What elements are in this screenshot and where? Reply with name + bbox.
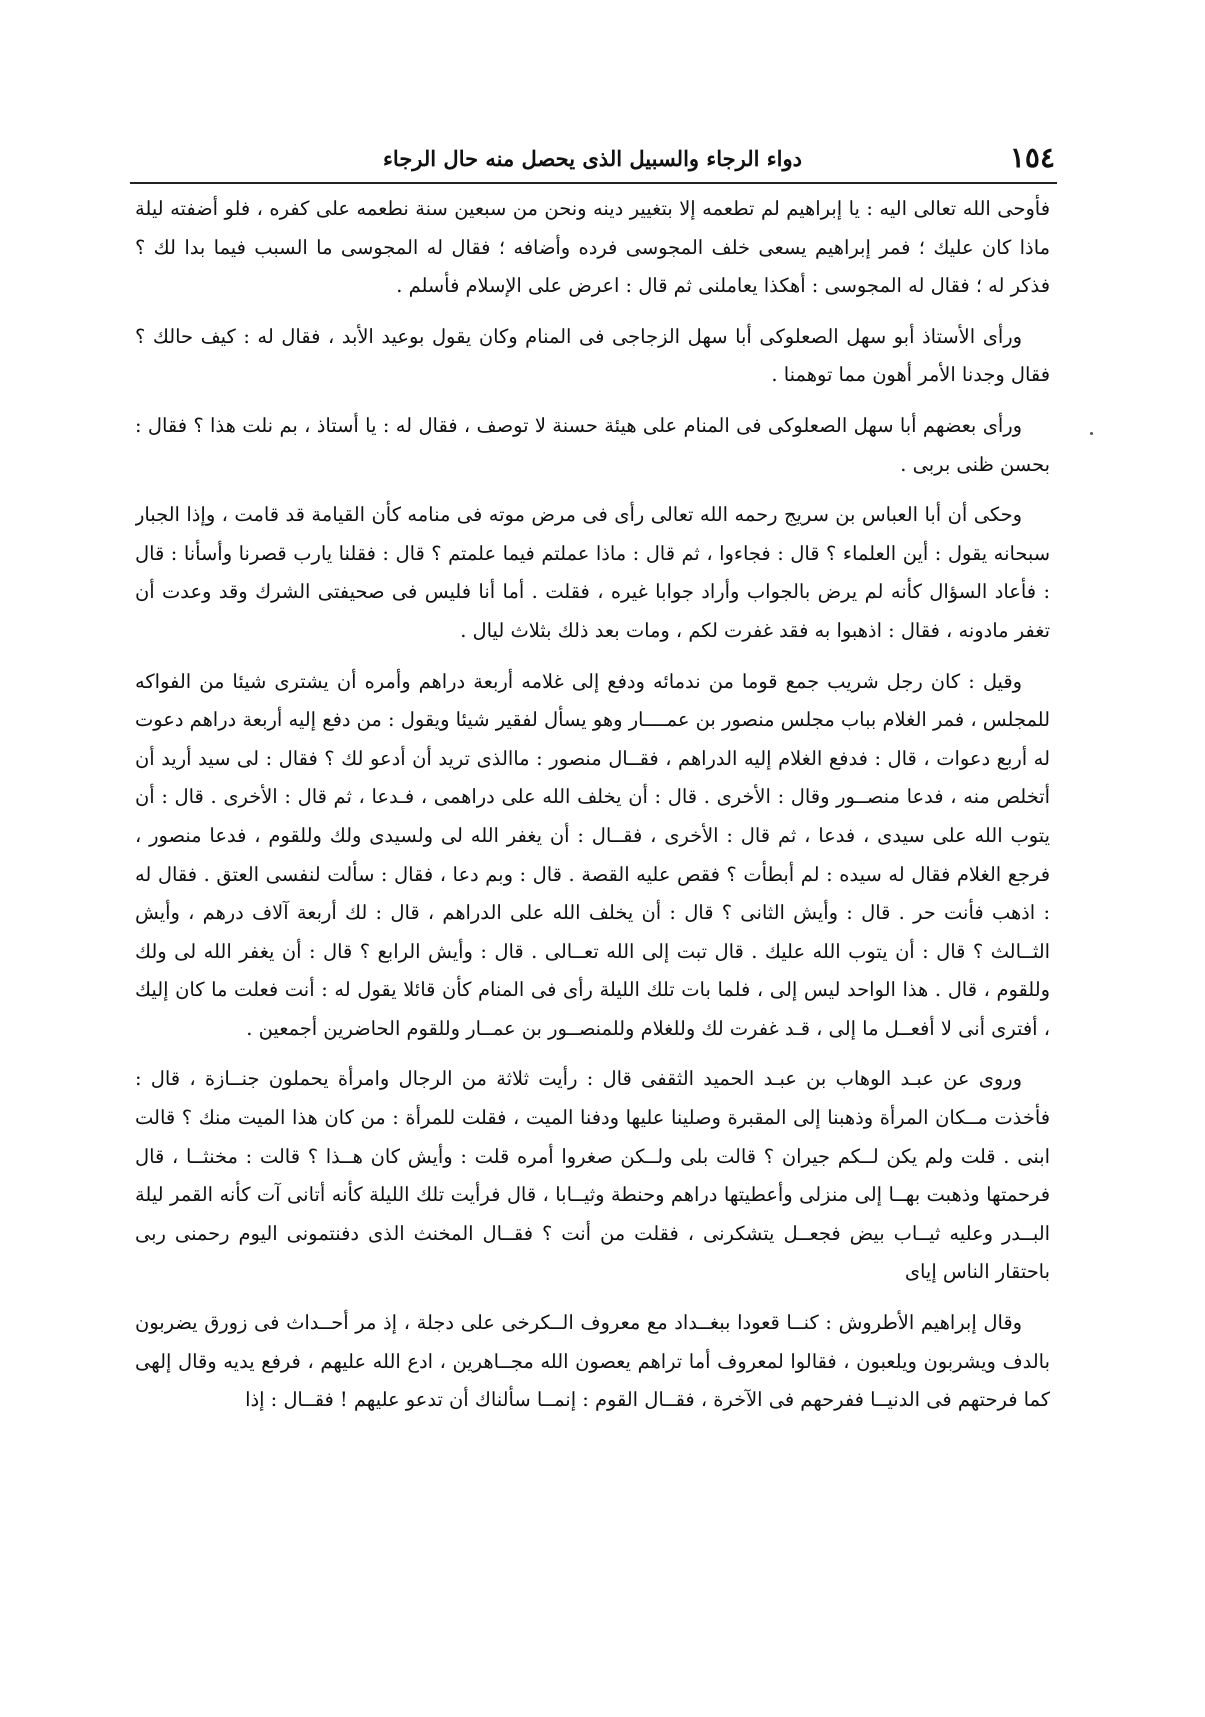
page-header	[130, 140, 1055, 180]
paragraph: وروى عن عبـد الوهاب بن عبـد الحميد الثقفى قال : رأيت ثلاثة من الرجال وامرأة يحملون جنــازة ، قال : فأخذت مــكان المرأة وذهبنا إلى المقبرة وصلينا عليها ودفنا الميت ، فقلت للمرأة : من كان هذا الميت منك ؟ قالت ابنى . قلت ولم يكن لــكم جيران ؟ قالت بلى ولــكن صغروا أمره قلت : وأيش كان هــذا ؟ قالت : مخنثــا ، قال فرحمتها وذهبت بهــا إلى منزلى وأعطيتها دراهم وحنطة وثيــابا ، قال فرأيت تلك الليلة كأنه أتانى آت كأنه القمر ليلة البــدر وعليه ثيــاب بيض فجعــل يتشكرنى ، فقلت من أنت ؟ فقــال المخنث الذى دفنتمونى اليوم رحمنى ربى باحتقار الناس إياى	[135, 1067, 1050, 1284]
header-rule	[130, 182, 1057, 184]
page-number: ١٥٤	[1009, 141, 1055, 174]
running-title: دواء الرجاء والسبيل الذى يحصل منه حال الرجاء	[383, 146, 802, 171]
body-text	[135, 190, 1050, 1700]
paragraph-continuation: فأوحى الله تعالى اليه : يا إبراهيم لم تطعمه إلا بتغيير دينه ونحن من سبعين سنة نطعمه على كفره ، فلو أضفته ليلة ماذا كان عليك ؛ فمر إبراهيم يسعى خلف المجوسى فرده وأضافه ؛ فقال له المجوسى ما السبب فيما بدا لك ؟ فذكر له ؛ فقال له المجوسى : أهكذا يعاملنى ثم قال : اعرض على الإسلام فأسلم .	[135, 197, 1050, 298]
paragraph: وقال إبراهيم الأطروش : كنــا قعودا ببغــداد مع معروف الــكرخى على دجلة ، إذ مر أحــداث فى زورق يضربون بالدف ويشربون ويلعبون ، فقالوا لمعروف أما تراهم يعصون الله مجــاهرين ، ادع الله عليهم ، فرفع يديه وقال إلهى كما فرحتهم فى الدنيــا ففرحهم فى الآخرة ، فقــال القوم : إنمــا سألناك أن تدعو عليهم ! فقــال : إذا	[135, 1311, 1050, 1412]
margin-dot	[1090, 432, 1093, 435]
paragraph: وحكى أن أبا العباس بن سريج رحمه الله تعالى رأى فى مرض موته فى منامه كأن القيامة قد قامت ، وإذا الجبار سبحانه يقول : أين العلماء ؟ قال : فجاءوا ، ثم قال : ماذا عملتم فيما علمتم ؟ قال : فقلنا يارب قصرنا وأسأنا : قال : فأعاد السؤال كأنه لم يرض بالجواب وأراد جوابا غيره ، فقلت . أما أنا فليس فى صحيفتى الشرك وقد وعدت أن تغفر مادونه ، فقال : اذهبوا به فقد غفرت لكم ، ومات بعد ذلك بثلاث ليال .	[135, 503, 1050, 642]
paragraph: ورأى الأستاذ أبو سهل الصعلوكى أبا سهل الزجاجى فى المنام وكان يقول بوعيد الأبد ، فقال له : كيف حالك ؟ فقال وجدنا الأمر أهون مما توهمنا .	[135, 324, 1050, 387]
paragraph: وقيل : كان رجل شريب جمع قوما من ندمائه ودفع إلى غلامه أربعة دراهم وأمره أن يشترى شيئا من الفواكه للمجلس ، فمر الغلام بباب مجلس منصور بن عمــــار وهو يسأل لفقير شيئا ويقول : من دفع إليه أربعة دراهم دعوت له أربع دعوات ، قال : فدفع الغلام إليه الدراهم ، فقــال منصور : ماالذى تريد أن أدعو لك ؟ فقال : لى سيد أريد أن أتخلص منه ، فدعا منصــور وقال : الأخرى . قال : أن يخلف الله على دراهمى ، فـدعا ، ثم قال : الأخرى . قال : أن يتوب الله على سيدى ، فدعا ، ثم قال : الأخرى ، فقــال : أن يغفر الله لى ولسيدى ولك وللقوم ، فدعا منصور ، فرجع الغلام فقال له سيده : لم أبطأت ؟ فقص عليه القصة . قال : وبم دعا ، فقال : سألت لنفسى العتق . فقال له : اذهب فأنت حر . قال : وأيش الثانى ؟ قال : أن يخلف الله على الدراهم ، قال : لك أربعة آلاف درهم ، وأيش الثــالث ؟ قال : أن يتوب الله عليك . قال تبت إلى الله تعــالى . قال : وأيش الرابع ؟ قال : أن يغفر الله لى ولك وللقوم ، قال . هذا الواحد ليس إلى ، فلما بات تلك الليلة رأى فى المنام كأن قائلا يقول له : أنت فعلت ما كان إليك ، أفترى أنى لا أفعــل ما إلى ، قـد غفرت لك وللغلام وللمنصــور بن عمــار وللقوم الحاضرين أجمعين .	[135, 669, 1050, 1040]
paragraph: ورأى بعضهم أبا سهل الصعلوكى فى المنام على هيئة حسنة لا توصف ، فقال له : يا أستاذ ، بم نلت هذا ؟ فقال : بحسن ظنى بربى .	[135, 413, 1050, 476]
